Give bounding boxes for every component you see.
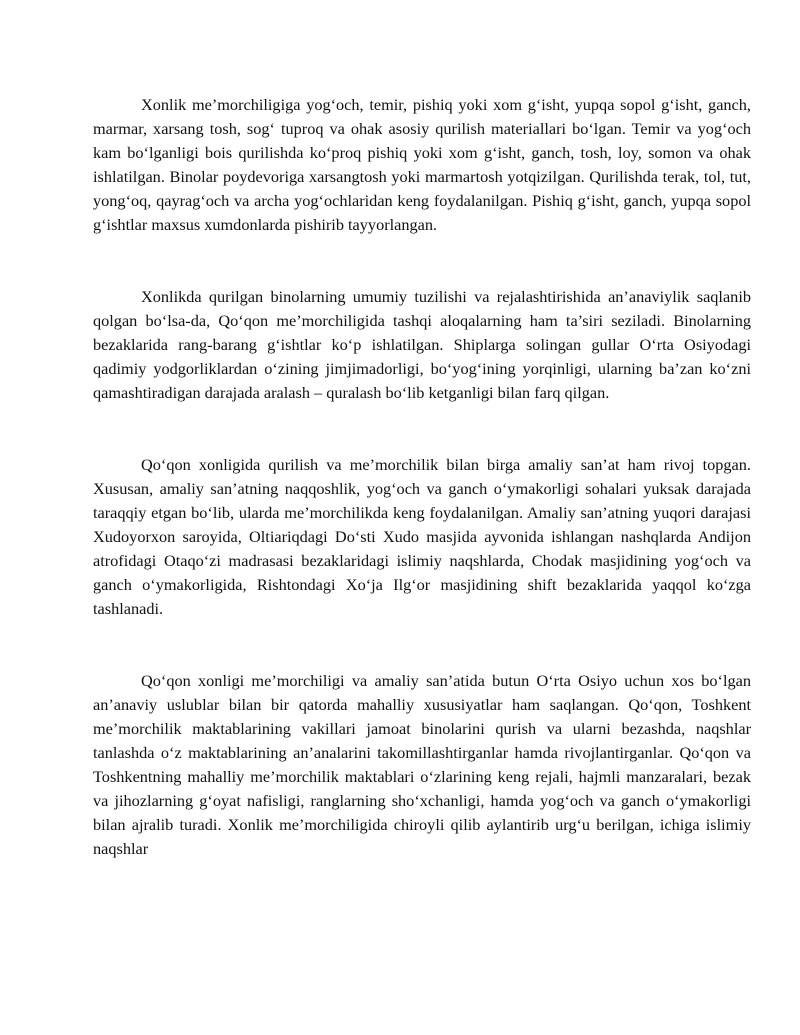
document-page <box>93 93 751 861</box>
paragraph-applied-art: Qo‘qon xonligida qurilish va me’morchilik bilan birga amaliy san’at ham rivoj topgan. Xususan, amaliy san’atning naqqoshlik, yog‘och va ganch o‘ymakorligi sohalari yuksak darajada taraqqiy etgan bo‘lib, ularda me’morchilikda keng foydalanilgan. Amaliy san’atning yuqori darajasi Xudoyorxon saroyida, Oltiariqdagi Do‘sti Xudo masjida ayvonida ishlangan nashqlarda Andijon atrofidagi Otaqo‘zi madrasasi bezaklaridagi islimiy naqshlarda, Chodak masjidining yog‘och va ganch o‘ymakorligida, Rishtondagi Xo‘ja Ilg‘or masjidining shift bezaklarida yaqqol ko‘zga tashlanadi. <box>93 455 751 618</box>
paragraph-building-materials: Xonlik me’morchiligiga yog‘och, temir, pishiq yoki xom g‘isht, yupqa sopol g‘isht, ganch, marmar, xarsang tosh, sog‘ tuproq va ohak asosiy qurilish materiallari bo‘lgan. Temir va yog‘och kam bo‘lganligi bois qurilishda ko‘proq pishiq yoki xom g‘isht, ganch, tosh, loy, somon va ohak ishlatilgan. Binolar poydevoriga xarsangtosh yoki marmartosh yotqizilgan. Qurilishda terak, tol, tut, yong‘oq, qayrag‘och va archa yog‘ochlaridan keng foydalanilgan. Pishiq g‘isht, ganch, yupqa sopol g‘ishtlar maxsus xumdonlarda pishirib tayyorlangan. <box>93 95 751 234</box>
paragraph-building-structure: Xonlikda qurilgan binolarning umumiy tuzilishi va rejalashtirishida an’anaviylik saqlanib qolgan bo‘lsa-da, Qo‘qon me’morchiligida tashqi aloqalarning ham ta’siri seziladi. Binolarning bezaklarida rang-barang g‘ishtlar ko‘p ishlatilgan. Shiplarga solingan gullar O‘rta Osiyodagi qadimiy yodgorliklardan o‘zining jimjimadorligi, bo‘yog‘ining yorqinligi, ularning ba’zan ko‘zni qamashtiradigan darajada aralash – quralash bo‘lib ketganligi bilan farq qilgan. <box>93 287 751 402</box>
paragraph-architecture-schools: Qo‘qon xonligi me’morchiligi va amaliy san’atida butun O‘rta Osiyo uchun xos bo‘lgan an’anaviy uslublar bilan bir qatorda mahalliy xususiyatlar ham saqlangan. Qo‘qon, Toshkent me’morchilik maktablarining vakillari jamoat binolarini qurish va ularni bezashda, naqshlar tanlashda o‘z maktablarining an’analarini takomillashtirganlar hamda rivojlantirganlar. Qo‘qon va Toshkentning mahalliy me’morchilik maktablari o‘zlarining keng rejali, hajmli manzaralari, bezak va jihozlarning g‘oyat nafisligi, ranglarning sho‘xchanligi, hamda yog‘och va ganch o‘ymakorligi bilan ajralib turadi. Xonlik me’morchiligida chiroyli qilib aylantirib urg‘u berilgan, ichiga islimiy naqshlar <box>93 671 751 858</box>
